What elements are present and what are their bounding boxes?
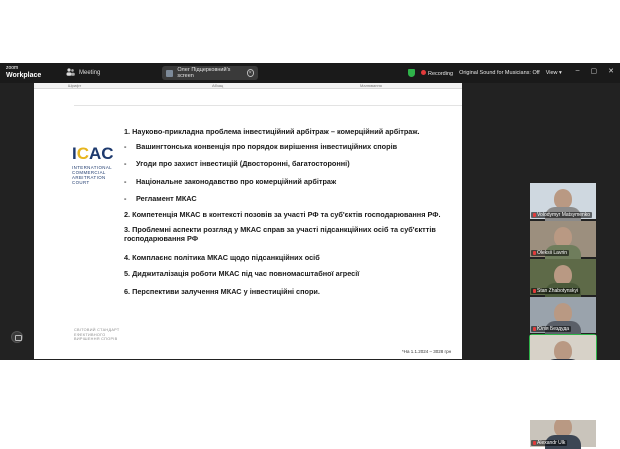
mic-muted-icon xyxy=(533,213,536,217)
status-area xyxy=(408,67,562,79)
bottom-margin xyxy=(0,360,620,420)
agenda-item-3: 3. Проблемні аспекти розгляд у МКАС справ за участі підсанкційних осіб та суб'єкттів господарювання РФ xyxy=(124,225,436,243)
shared-screen xyxy=(0,83,620,446)
agenda-item-4: 4. Комплаєнс політика МКАС щодо підсанкційних осіб xyxy=(124,253,320,262)
participant-tile[interactable] xyxy=(530,297,596,333)
brand-line2: Workplace xyxy=(6,72,42,79)
mic-muted-icon xyxy=(533,441,536,445)
agenda-item-5: 5. Диджиталізація роботи МКАС під час повномасштабної агресії xyxy=(124,269,360,278)
participant-name xyxy=(531,326,571,332)
close-icon[interactable]: ✕ xyxy=(608,68,614,75)
agenda-subitem-3-text: Національне законодавство про комерційний арбітраж xyxy=(136,177,337,186)
participant-head xyxy=(554,303,572,323)
zoom-logo xyxy=(6,65,41,79)
icac-logo xyxy=(72,145,114,185)
record-dot-icon xyxy=(421,70,426,75)
tagline-line2: ЕФЕКТИВНОГО xyxy=(74,332,106,337)
slide-ribbon xyxy=(34,83,462,89)
logo-mark-b: C xyxy=(76,144,90,163)
participants-icon xyxy=(66,68,75,78)
agenda-subitem-1-text: Вашингтонська конвенція про порядок вирішення інвестиційних спорів xyxy=(136,142,398,151)
presentation-slide xyxy=(34,83,462,359)
brand-line1: zoom xyxy=(6,65,19,71)
participant-name-text: Stan Zhabotynskyi xyxy=(537,288,579,294)
view-button[interactable]: View ▾ xyxy=(545,70,562,76)
top-margin xyxy=(0,0,620,63)
logo-mark-c: AC xyxy=(89,144,114,163)
share-title: Олег Підцерковний's screen xyxy=(177,67,231,79)
ribbon-drawing: Малювання xyxy=(360,83,382,88)
agenda-item-1: 1. Науково-прикладна проблема інвестиційний арбітраж – комерційний арбітраж. xyxy=(124,127,420,136)
logo-mark xyxy=(72,145,114,162)
participant-name-text: Volodymyr Matsymenko xyxy=(537,212,591,218)
shield-icon xyxy=(408,69,415,77)
logo-tagline xyxy=(74,328,119,342)
agenda-item-2: 2. Компетенція МКАС в контексті позовів за участі РФ та суб'єктів господарювання РФ. xyxy=(124,210,441,219)
zoom-titlebar xyxy=(0,63,620,83)
agenda-subitem-3 xyxy=(124,177,336,186)
mic-muted-icon xyxy=(533,327,536,331)
view-label: View xyxy=(545,70,558,76)
ribbon-font: Шрифт xyxy=(68,83,82,88)
bullet-dash: - xyxy=(124,194,127,203)
participant-head xyxy=(554,417,572,437)
tagline-line1: СВІТОВИЙ СТАНДАРТ xyxy=(74,328,120,332)
bullet-dash: - xyxy=(124,177,127,186)
participant-tile[interactable] xyxy=(530,259,596,295)
agenda-subitem-2 xyxy=(124,159,350,168)
logo-line4: COURT xyxy=(72,180,90,185)
participant-name xyxy=(531,440,567,446)
recording-indicator[interactable] xyxy=(421,70,453,77)
slide-footnote: *На 1.1.2024 – 3028 грн xyxy=(402,349,452,354)
participant-name-text: Юлія Бездуда xyxy=(537,326,570,332)
participant-head xyxy=(554,341,572,361)
participant-name xyxy=(531,288,580,294)
maximize-icon[interactable]: ▢ xyxy=(590,68,598,75)
logo-line2: COMMERCIAL xyxy=(72,170,106,175)
logo-mark-a: I xyxy=(72,144,77,163)
chat-icon[interactable] xyxy=(11,331,23,343)
agenda-subitem-2-text: Угоди про захист інвестицій (Двосторонні, багатосторонні) xyxy=(136,159,350,168)
close-share-icon[interactable]: × xyxy=(247,69,255,77)
ribbon-paragraph: Абзац xyxy=(212,83,224,88)
agenda-item-6: 6. Перспективи залучення МКАС у інвестиційні спори. xyxy=(124,287,320,296)
bullet-dash: - xyxy=(124,142,127,151)
logo-line1: INTERNATIONAL xyxy=(72,165,113,170)
meeting-menu[interactable] xyxy=(66,67,100,79)
participant-name-text: Oleksii Lavrin xyxy=(537,250,568,256)
bullet-dash: - xyxy=(124,159,127,168)
participant-tile[interactable] xyxy=(530,221,596,257)
slide-divider xyxy=(74,105,462,106)
original-sound-label[interactable]: Original Sound for Musicians: Off xyxy=(459,70,540,76)
minimize-icon[interactable]: – xyxy=(575,67,580,74)
logo-text xyxy=(72,165,114,185)
participant-head xyxy=(554,227,572,247)
meeting-label: Meeting xyxy=(79,70,101,76)
tagline-line3: ВИРІШЕННЯ СПОРІВ xyxy=(74,337,118,342)
participant-head xyxy=(554,189,572,209)
participant-name xyxy=(531,212,592,218)
screen-share-indicator[interactable] xyxy=(162,66,258,80)
logo-line3: ARBITRATION xyxy=(72,175,106,180)
agenda-subitem-4 xyxy=(124,194,197,203)
participant-head xyxy=(554,265,572,285)
screen-share-icon xyxy=(166,70,173,77)
mic-muted-icon xyxy=(533,289,536,293)
participant-name xyxy=(531,250,569,256)
participant-name-text: Alexandr Ulk xyxy=(537,440,566,446)
participant-tile[interactable] xyxy=(530,183,596,219)
mic-muted-icon xyxy=(533,251,536,255)
agenda-subitem-1 xyxy=(124,142,397,151)
agenda-subitem-4-text: Регламент МКАС xyxy=(136,194,197,203)
window-controls xyxy=(576,67,614,75)
recording-label: Recording xyxy=(428,70,454,77)
